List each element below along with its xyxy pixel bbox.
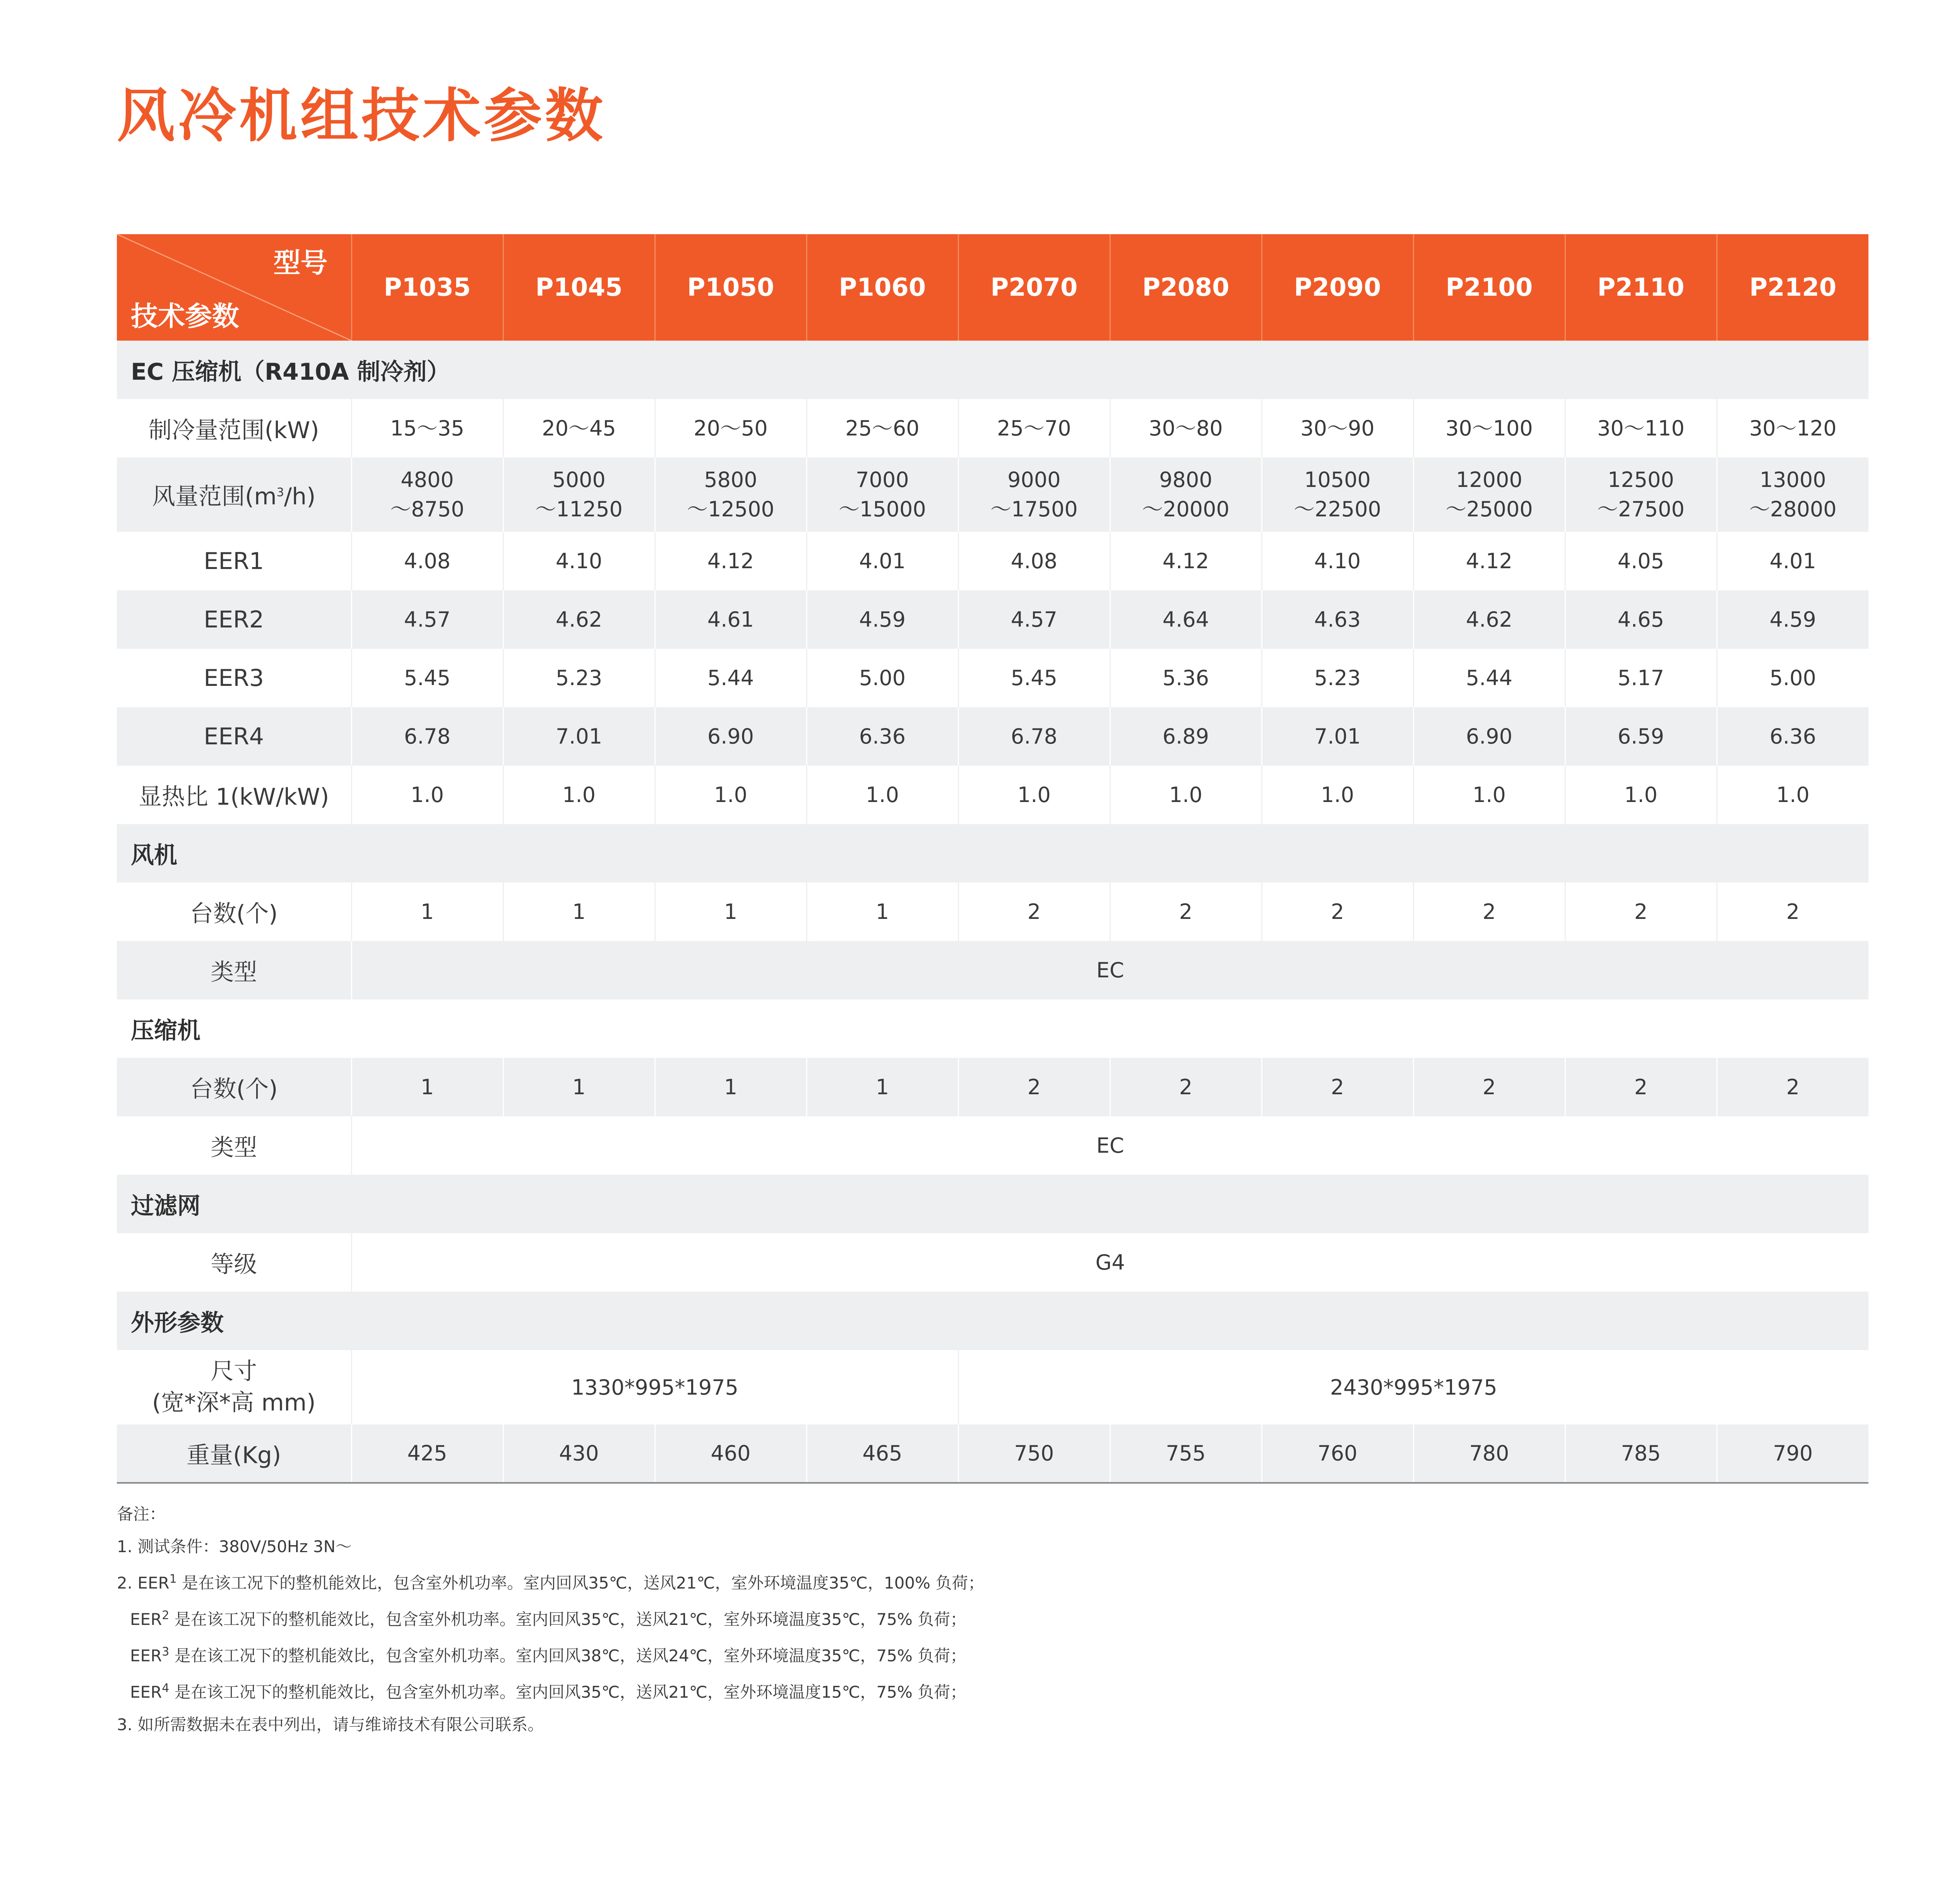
note-2d-prefix: EER [130, 1683, 162, 1702]
row-label: 类型 [117, 941, 351, 999]
note-2c [117, 1636, 984, 1672]
row-label: EER3 [117, 649, 351, 707]
table-row-fan-count [117, 883, 1868, 941]
cell: 30～100 [1413, 399, 1565, 458]
table-row-eer1 [117, 532, 1868, 590]
cell: 430 [503, 1424, 655, 1483]
cell [503, 458, 655, 532]
row-label: 制冷量范围(kW) [117, 399, 351, 458]
cell: 30～80 [1110, 399, 1262, 458]
row-label: EER1 [117, 532, 351, 590]
cell: 465 [807, 1424, 958, 1483]
row-label [117, 1350, 351, 1424]
cell: 6.36 [1717, 707, 1868, 766]
cell: 4.59 [1717, 590, 1868, 649]
cell: 6.59 [1565, 707, 1717, 766]
cell-merged: 1330*995*1975 [351, 1350, 958, 1424]
cell: 4.61 [655, 590, 807, 649]
table-row-cooling [117, 399, 1868, 458]
section-row [117, 1175, 1868, 1233]
airflow-label-main: 风量范围(m [152, 483, 277, 510]
cell: 2 [958, 883, 1110, 941]
row-label: 显热比 1(kW/kW) [117, 766, 351, 824]
cell: 5.23 [1262, 649, 1413, 707]
cell [1717, 458, 1868, 532]
cell: 4.10 [1262, 532, 1413, 590]
cell: 2 [1717, 1058, 1868, 1116]
table-row-eer4 [117, 707, 1868, 766]
cell: 5.23 [503, 649, 655, 707]
cell: 7.01 [503, 707, 655, 766]
cell: 2 [1262, 883, 1413, 941]
row-label: 台数(个) [117, 883, 351, 941]
header-row [117, 234, 1868, 341]
cell: 1 [503, 883, 655, 941]
cell: 4.63 [1262, 590, 1413, 649]
cell: 1 [351, 1058, 503, 1116]
note-2b [117, 1599, 984, 1636]
note-2b-sup: 2 [162, 1609, 170, 1622]
cell: 785 [1565, 1424, 1717, 1483]
cell-bottom: ～11250 [535, 497, 623, 521]
notes-heading: 备注： [117, 1505, 166, 1524]
cell: 1 [351, 883, 503, 941]
notes [117, 1498, 984, 1741]
model-header: P1035 [351, 234, 503, 341]
cell: 1 [807, 883, 958, 941]
section-row [117, 999, 1868, 1058]
cell-top: 4800 [401, 468, 454, 492]
cell [1110, 458, 1262, 532]
table-row-weight [117, 1424, 1868, 1483]
row-label: 台数(个) [117, 1058, 351, 1116]
cell: 755 [1110, 1424, 1262, 1483]
page-title: 风冷机组技术参数 [117, 82, 606, 150]
cell-bottom: ～20000 [1142, 497, 1229, 521]
cell: 4.01 [1717, 532, 1868, 590]
cell-bottom: ～8750 [390, 497, 464, 521]
note-2 [117, 1563, 984, 1599]
cell: 4.08 [958, 532, 1110, 590]
cell: 5.17 [1565, 649, 1717, 707]
cell-top: 9000 [1007, 468, 1061, 492]
cell: 5.00 [807, 649, 958, 707]
cell-top: 10500 [1304, 468, 1371, 492]
cell [1565, 458, 1717, 532]
cell: 1 [655, 1058, 807, 1116]
cell: 20～50 [655, 399, 807, 458]
section-title-compressor: 压缩机 [117, 999, 1868, 1058]
cell: 4.10 [503, 532, 655, 590]
cell: 425 [351, 1424, 503, 1483]
cell-bottom: ～12500 [687, 497, 774, 521]
cell: 4.05 [1565, 532, 1717, 590]
model-header: P2080 [1110, 234, 1262, 341]
cell [351, 458, 503, 532]
table-row-fan-type [117, 941, 1868, 999]
cell: 780 [1413, 1424, 1565, 1483]
cell-bottom: ～17500 [990, 497, 1078, 521]
cell-bottom: ～27500 [1597, 497, 1685, 521]
section-row [117, 341, 1868, 399]
cell-merged: EC [351, 941, 1868, 999]
cell: 4.12 [1413, 532, 1565, 590]
cell: 4.62 [503, 590, 655, 649]
cell: 1 [503, 1058, 655, 1116]
cell-merged: EC [351, 1116, 1868, 1175]
cell-top: 12500 [1608, 468, 1674, 492]
cell-top: 12000 [1456, 468, 1522, 492]
cell: 4.65 [1565, 590, 1717, 649]
cell: 4.59 [807, 590, 958, 649]
cell [1262, 458, 1413, 532]
section-title-filter: 过滤网 [117, 1175, 1868, 1233]
row-label: 重量(Kg) [117, 1424, 351, 1483]
airflow-label-end: /h) [284, 483, 316, 510]
cell: 6.89 [1110, 707, 1262, 766]
cell: 4.08 [351, 532, 503, 590]
cell: 4.57 [351, 590, 503, 649]
cell: 2 [958, 1058, 1110, 1116]
model-header: P2100 [1413, 234, 1565, 341]
cell [1413, 458, 1565, 532]
section-title-fan: 风机 [117, 824, 1868, 883]
cell: 6.78 [351, 707, 503, 766]
cell: 2 [1413, 883, 1565, 941]
note-2c-text: 是在该工况下的整机能效比，包含室外机功率。室内回风38℃，送风24℃，室外环境温度35℃，75% 负荷； [169, 1646, 967, 1665]
corner-param-label: 技术参数 [131, 300, 239, 332]
cell: 4.01 [807, 532, 958, 590]
cell-bottom: ～15000 [839, 497, 926, 521]
cell: 1 [807, 1058, 958, 1116]
model-header: P1060 [807, 234, 958, 341]
cell: 25～60 [807, 399, 958, 458]
table-row-eer2 [117, 590, 1868, 649]
note-2c-sup: 3 [162, 1645, 170, 1659]
cell: 2 [1413, 1058, 1565, 1116]
cell-bottom: ～22500 [1294, 497, 1381, 521]
note-2-prefix: 2. EER [117, 1573, 170, 1592]
cell-top: 5800 [704, 468, 757, 492]
cell: 2 [1110, 1058, 1262, 1116]
cell: 750 [958, 1424, 1110, 1483]
cell: 760 [1262, 1424, 1413, 1483]
note-2-sup: 1 [169, 1572, 177, 1586]
cell: 15～35 [351, 399, 503, 458]
note-2b-prefix: EER [130, 1610, 162, 1629]
cell [655, 458, 807, 532]
table-row-airflow [117, 458, 1868, 532]
table-row-comp-type [117, 1116, 1868, 1175]
section-row [117, 1292, 1868, 1350]
cell: 2 [1565, 1058, 1717, 1116]
cell: 1.0 [958, 766, 1110, 824]
table-row-eer3 [117, 649, 1868, 707]
cell: 1.0 [1413, 766, 1565, 824]
corner-model-label: 型号 [273, 247, 328, 279]
row-label: 等级 [117, 1233, 351, 1292]
cell: 1.0 [1565, 766, 1717, 824]
cell-top: 7000 [856, 468, 909, 492]
cell [958, 458, 1110, 532]
row-label: EER2 [117, 590, 351, 649]
cell: 790 [1717, 1424, 1868, 1483]
table-row-comp-count [117, 1058, 1868, 1116]
cell-merged: 2430*995*1975 [958, 1350, 1868, 1424]
cell: 1.0 [807, 766, 958, 824]
cell: 2 [1262, 1058, 1413, 1116]
note-2c-prefix: EER [130, 1646, 162, 1665]
cell: 460 [655, 1424, 807, 1483]
note-2d [117, 1672, 984, 1709]
cell: 5.44 [655, 649, 807, 707]
row-label [117, 458, 351, 532]
cell-top: 5000 [552, 468, 606, 492]
table-row-size [117, 1350, 1868, 1424]
spec-table [117, 234, 1868, 1484]
cell: 30～90 [1262, 399, 1413, 458]
cell: 4.57 [958, 590, 1110, 649]
note-2d-text: 是在该工况下的整机能效比，包含室外机功率。室内回风35℃，送风21℃，室外环境温度15℃，75% 负荷； [169, 1683, 967, 1702]
header-corner [117, 234, 351, 341]
cell: 1.0 [1110, 766, 1262, 824]
row-label: 类型 [117, 1116, 351, 1175]
cell: 4.12 [655, 532, 807, 590]
cell: 6.36 [807, 707, 958, 766]
section-title-dimensions: 外形参数 [117, 1292, 1868, 1350]
model-header: P2120 [1749, 273, 1837, 302]
model-header: P2110 [1565, 234, 1717, 341]
note-3: 3. 如所需数据未在表中列出，请与维谛技术有限公司联系。 [117, 1715, 544, 1734]
note-2b-text: 是在该工况下的整机能效比，包含室外机功率。室内回风35℃，送风21℃，室外环境温度35℃，75% 负荷； [169, 1610, 967, 1629]
cell: 2 [1110, 883, 1262, 941]
cell: 7.01 [1262, 707, 1413, 766]
cell: 1.0 [1262, 766, 1413, 824]
size-label-line2: (宽*深*高 mm) [152, 1389, 316, 1416]
cell-bottom: ～28000 [1749, 497, 1837, 521]
cell: 5.36 [1110, 649, 1262, 707]
cell-merged: G4 [351, 1233, 1868, 1292]
model-header: P1045 [503, 234, 655, 341]
note-2-text: 是在该工况下的整机能效比，包含室外机功率。室内回风35℃，送风21℃，室外环境温度35℃，100% 负荷； [176, 1573, 985, 1592]
cell: 5.45 [351, 649, 503, 707]
table-row-filter-grade [117, 1233, 1868, 1292]
note-1: 1. 测试条件：380V/50Hz 3N～ [117, 1537, 352, 1556]
section-row [117, 824, 1868, 883]
cell: 1.0 [655, 766, 807, 824]
cell: 1.0 [1717, 766, 1868, 824]
cell: 6.90 [1413, 707, 1565, 766]
model-header: P2070 [958, 234, 1110, 341]
row-label: EER4 [117, 707, 351, 766]
section-title-ec-compressor: EC 压缩机（R410A 制冷剂） [117, 341, 1868, 399]
cell: 30～120 [1717, 399, 1868, 458]
cell: 4.62 [1413, 590, 1565, 649]
cell: 20～45 [503, 399, 655, 458]
cell: 6.78 [958, 707, 1110, 766]
cell: 2 [1565, 883, 1717, 941]
cell-top: 13000 [1759, 468, 1826, 492]
cell: 5.44 [1413, 649, 1565, 707]
cell: 4.12 [1110, 532, 1262, 590]
model-header: P2090 [1262, 234, 1413, 341]
cell-bottom: ～25000 [1445, 497, 1533, 521]
cell: 25～70 [958, 399, 1110, 458]
airflow-label-sup: 3 [276, 486, 284, 499]
cell: 1.0 [503, 766, 655, 824]
cell: 2 [1717, 883, 1868, 941]
note-2d-sup: 4 [162, 1681, 170, 1695]
cell: 4.64 [1110, 590, 1262, 649]
cell-top: 9800 [1159, 468, 1212, 492]
model-header: P1050 [655, 234, 807, 341]
cell: 1.0 [351, 766, 503, 824]
size-label-line1: 尺寸 [211, 1358, 257, 1385]
table-row-shr [117, 766, 1868, 824]
cell: 5.45 [958, 649, 1110, 707]
cell: 1 [655, 883, 807, 941]
cell: 30～110 [1565, 399, 1717, 458]
cell: 5.00 [1717, 649, 1868, 707]
cell [807, 458, 958, 532]
cell: 6.90 [655, 707, 807, 766]
